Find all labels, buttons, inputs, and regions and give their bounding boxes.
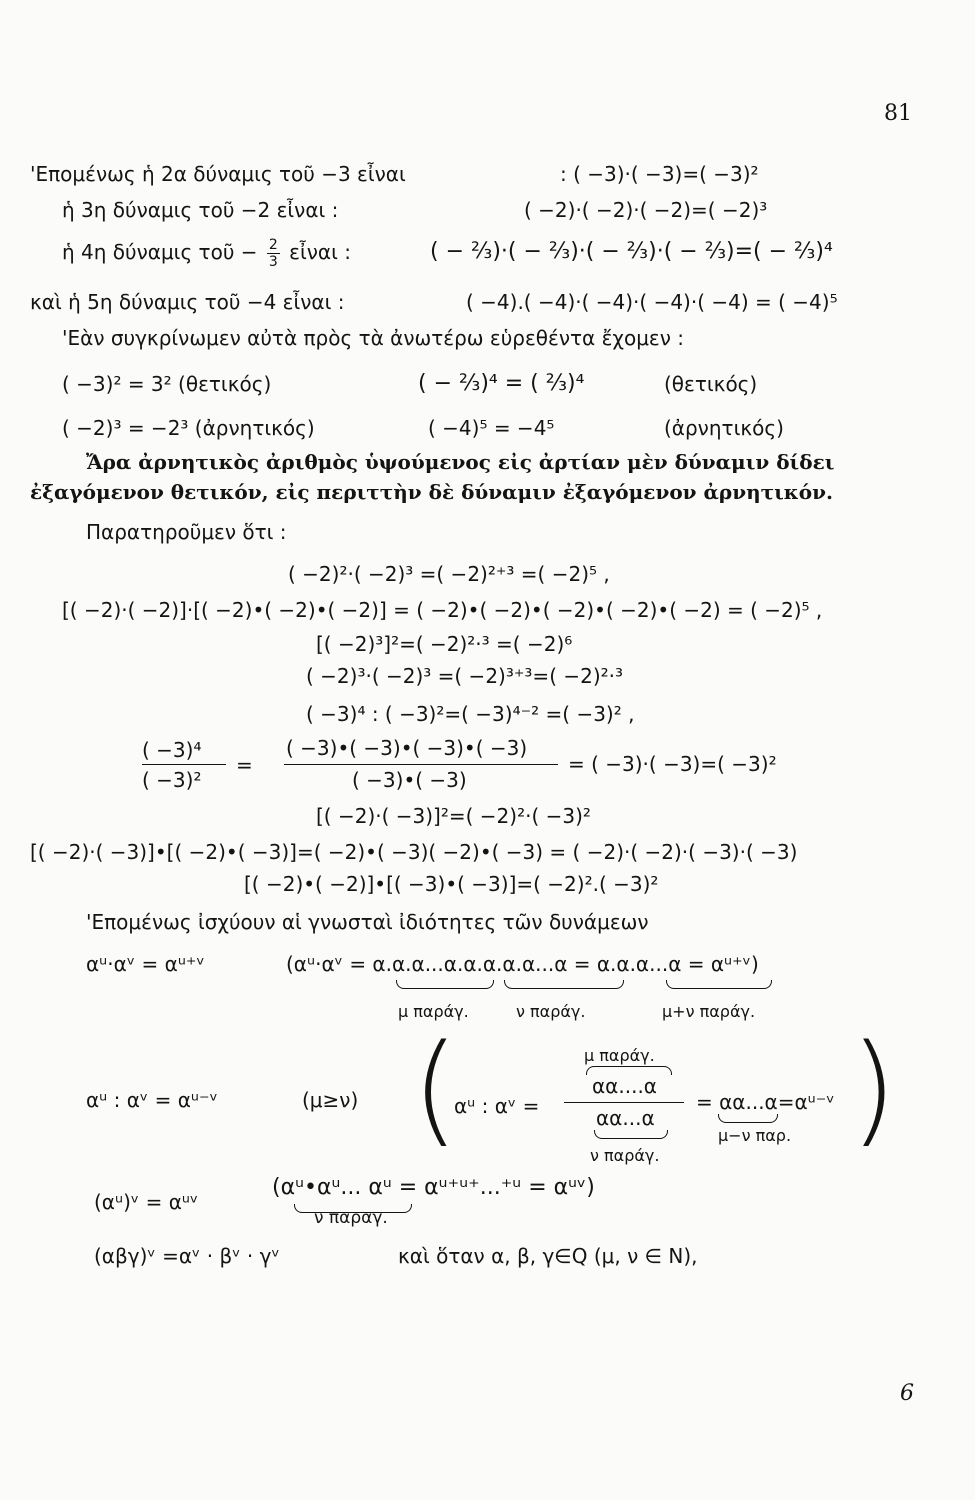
prop-2-bottom-brace <box>594 1130 668 1139</box>
prop-2-rhs: = αα...α=αᵘ⁻ᵛ <box>696 1090 835 1114</box>
prop-2-num: αα....α <box>592 1074 657 1098</box>
eq-6-equals: = <box>236 753 253 777</box>
power-2-expr: : ( −3)·( −3)=( −3)² <box>560 162 759 186</box>
eq-6-left-den: ( −3)² <box>142 768 202 792</box>
power-4-mid: εἶναι : <box>289 240 351 264</box>
eq-6-right: = ( −3)·( −3)=( −3)² <box>568 752 777 776</box>
footer-mark: 6 <box>900 1381 914 1406</box>
power-4-label-row <box>62 228 351 276</box>
prop-2-bar <box>564 1102 684 1103</box>
prop-1-note-2: ν παράγ. <box>516 1002 586 1021</box>
eq-8: [( −2)·( −3)]•[( −2)•( −3)]=( −2)•( −3)( −2)•( −3) = ( −2)·( −2)·( −3)·( −3) <box>30 840 798 864</box>
eq-6-mid-bar <box>284 764 558 765</box>
power-5-expr: ( −4).( −4)·( −4)·( −4)·( −4) = ( −4)⁵ <box>466 290 838 314</box>
power-4-label: ἡ 4η δύναμις τοῦ − <box>62 240 258 264</box>
prop-4-text: καὶ ὅταν α, β, γ∈Q (μ, ν ∈ N), <box>398 1244 698 1268</box>
compare-intro: 'Εὰν συγκρίνωμεν αὐτὰ πρὸς τὰ ἀνωτέρω εὑρεθέντα ἔχομεν : <box>62 326 685 350</box>
compare-row-1-right: (θετικός) <box>664 372 758 396</box>
power-3-label: ἡ 3η δύναμις τοῦ −2 εἶναι : <box>62 198 339 222</box>
prop-1-brace-1 <box>396 980 494 989</box>
prop-2-rhs-note: μ−ν παρ. <box>718 1126 792 1145</box>
eq-9: [( −2)•( −2)]•[( −3)•( −3)]=( −2)².( −3)² <box>244 872 659 896</box>
prop-4-rule: (αβγ)ᵛ =αᵛ · βᵛ · γᵛ <box>94 1244 280 1268</box>
properties-intro: 'Επομένως ἰσχύουν αἱ γνωσταὶ ἰδιότητες τῶν δυνάμεων <box>86 910 649 934</box>
prop-2-condition: (μ≥ν) <box>302 1088 359 1112</box>
rule-line-2: ἐξαγόμενον θετικόν, εἰς περιττὴν δὲ δύναμιν ἐξαγόμενον ἀρνητικόν. <box>30 480 833 504</box>
eq-1: ( −2)²·( −2)³ =( −2)²⁺³ =( −2)⁵ , <box>288 562 610 586</box>
prop-1-brace-2 <box>504 980 624 989</box>
eq-5: ( −3)⁴ : ( −3)²=( −3)⁴⁻² =( −3)² , <box>306 702 635 726</box>
eq-2: [( −2)·( −2)]·[( −2)•( −2)•( −2)] = ( −2)•( −2)•( −2)•( −2)•( −2) = ( −2)⁵ , <box>62 598 823 622</box>
eq-6-mid-num: ( −3)•( −3)•( −3)•( −3) <box>286 736 528 760</box>
prop-1-rule: αᵘ·αᵛ = αᵘ⁺ᵛ <box>86 952 205 976</box>
eq-4: ( −2)³·( −2)³ =( −2)³⁺³=( −2)²·³ <box>306 664 624 688</box>
rule-line-1: Ἄρα ἀρνητικὸς ἀριθμὸς ὑψούμενος εἰς ἀρτίαν μὲν δύναμιν δίδει <box>86 450 835 474</box>
prop-1-note-1: μ παράγ. <box>398 1002 469 1021</box>
compare-row-1-mid: ( − ⅔)⁴ = ( ⅔)⁴ <box>418 371 585 396</box>
prop-2-den: αα...α <box>596 1106 655 1130</box>
eq-6-left-num: ( −3)⁴ <box>142 738 202 762</box>
prop-2-right-paren: ) <box>850 1020 897 1159</box>
prop-2-rhs-brace <box>718 1114 778 1123</box>
prop-2-rule: αᵘ : αᵛ = αᵘ⁻ᵛ <box>86 1088 218 1112</box>
prop-3-note: ν παραγ. <box>314 1208 388 1228</box>
prop-2-lhs: αᵘ : αᵛ = <box>454 1094 540 1118</box>
eq-7: [( −2)·( −3)]²=( −2)²·( −3)² <box>316 804 591 828</box>
prop-1-brace-3 <box>666 980 772 989</box>
prop-1-note-3: μ+ν παράγ. <box>662 1002 756 1021</box>
prop-2-bottom-note: ν παράγ. <box>590 1146 660 1165</box>
prop-1-proof: (αᵘ·αᵛ = α.α.α...α.α.α.α.α...α = α.α.α...α = αᵘ⁺ᵛ) <box>286 952 759 976</box>
compare-row-2-left: ( −2)³ = −2³ (ἀρνητικός) <box>62 416 315 440</box>
prop-3-proof: (αᵘ•αᵘ... αᵘ = αᵘ⁺ᵘ⁺...⁺ᵘ = αᵘᵛ) <box>272 1175 595 1200</box>
observe-heading: Παρατηροῦμεν ὅτι : <box>86 520 287 544</box>
power-4-expr: ( − ⅔)·( − ⅔)·( − ⅔)·( − ⅔)=( − ⅔)⁴ <box>430 239 833 264</box>
eq-6-left-bar <box>142 764 226 765</box>
page-number: 81 <box>884 101 912 126</box>
prop-2-left-paren: ( <box>412 1020 459 1159</box>
prop-3-rule: (αᵘ)ᵛ = αᵘᵛ <box>94 1190 199 1214</box>
power-3-expr: ( −2)·( −2)·( −2)=( −2)³ <box>524 198 768 222</box>
power-4-fraction <box>267 237 280 270</box>
prop-2-top-note: μ παράγ. <box>584 1046 655 1065</box>
eq-6-mid-den: ( −3)•( −3) <box>352 768 467 792</box>
compare-row-2-right: (ἀρνητικός) <box>664 416 784 440</box>
fraction-numerator: 2 <box>268 237 278 253</box>
fraction-denominator: 3 <box>268 254 278 270</box>
compare-row-1-left: ( −3)² = 3² (θετικός) <box>62 372 272 396</box>
power-5-label: καὶ ἡ 5η δύναμις τοῦ −4 εἶναι : <box>30 290 345 314</box>
compare-row-2-mid: ( −4)⁵ = −4⁵ <box>428 416 555 440</box>
eq-3: [( −2)³]²=( −2)²·³ =( −2)⁶ <box>316 632 573 656</box>
power-2-label: 'Επομένως ἡ 2α δύναμις τοῦ −3 εἶναι <box>30 162 406 186</box>
